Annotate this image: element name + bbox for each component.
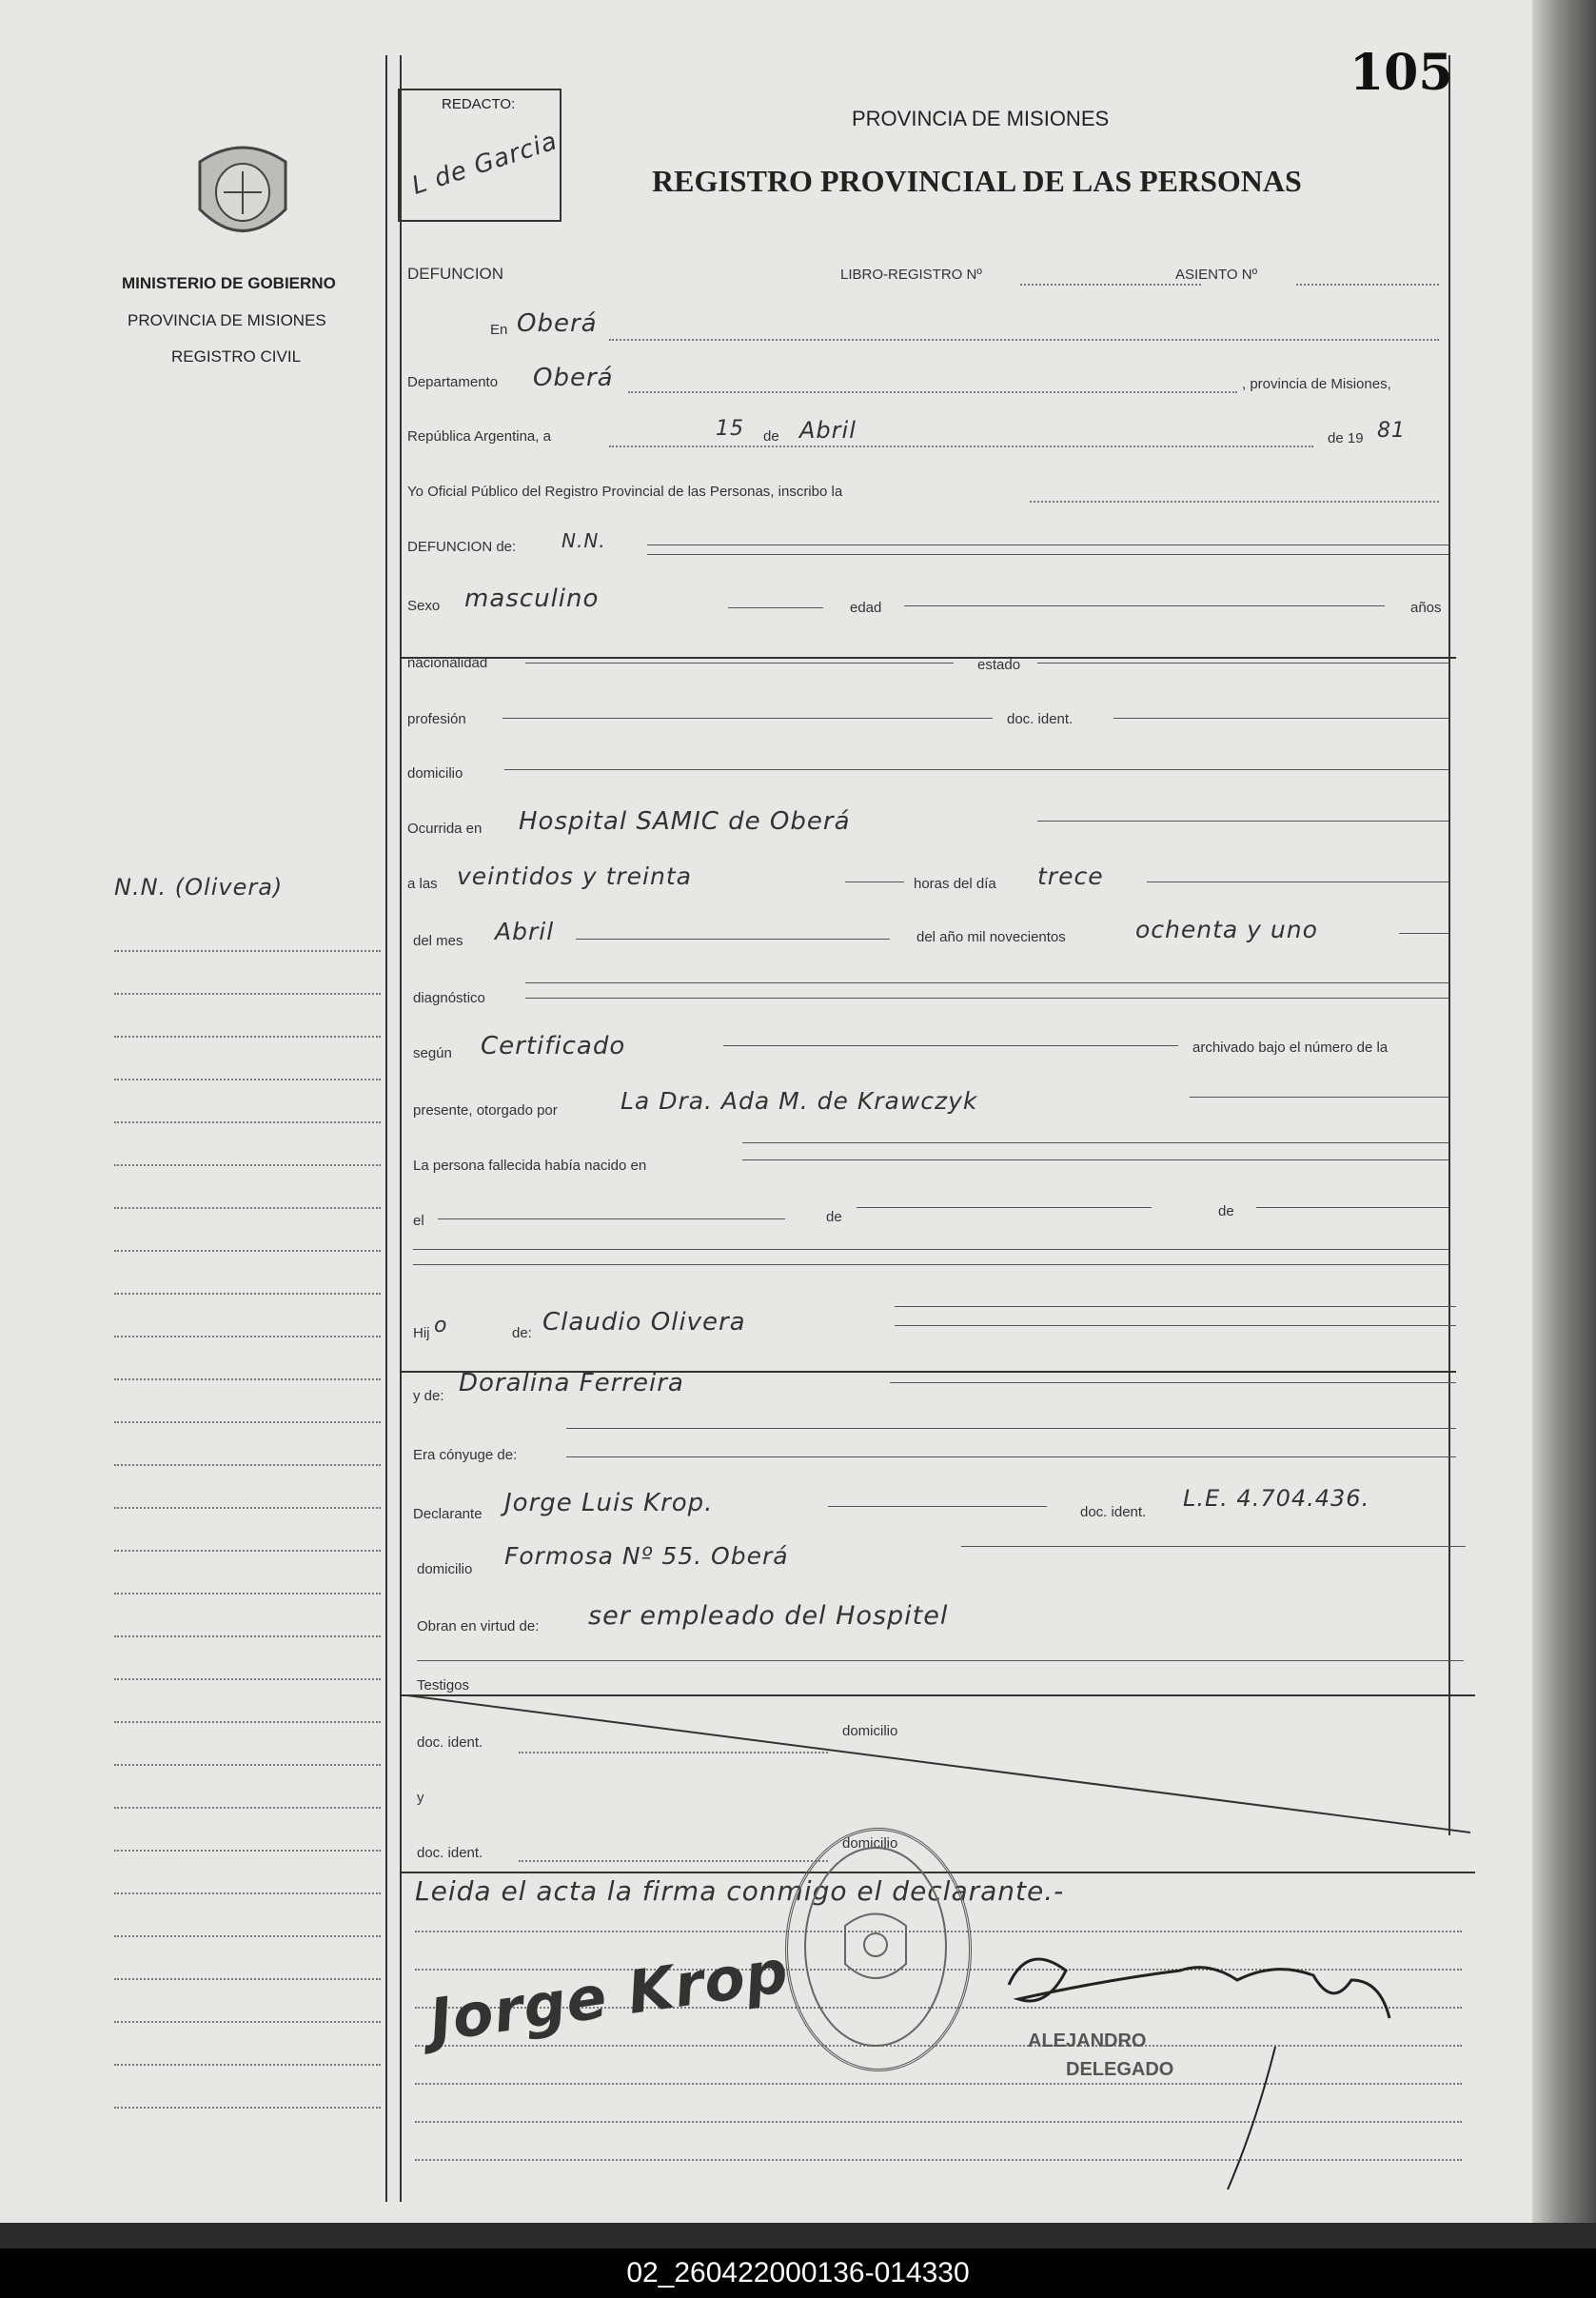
form-left-rule [400,55,402,2202]
asiento-label: ASIENTO Nº [1175,267,1258,283]
sexo-label: Sexo [407,598,441,614]
mother-name: Doralina Ferreira [459,1369,684,1397]
year-value: 81 [1377,419,1406,443]
margin-name: N.N. (Olivera) [114,874,284,901]
nacido-label: La persona fallecida había nacido en [413,1158,647,1174]
declarante-value: Jorge Luis Krop. [504,1489,714,1517]
ocurrida-label: Ocurrida en [407,821,483,837]
del-mes-value: Abril [495,918,555,945]
en-label: En [490,322,508,338]
obran-label: Obran en virtud de: [417,1618,540,1634]
profesion-doc-label: doc. ident. [1007,711,1074,727]
domicilio-label: domicilio [407,765,463,782]
declarante-label: Declarante [413,1506,483,1522]
cancel-diagonal-line [400,1694,1475,1837]
year-label: de 19 [1328,430,1364,446]
redacto-signature: L de Garcia [408,127,562,201]
profesion-label: profesión [407,711,466,727]
republica-label: República Argentina, a [407,428,551,445]
testigos-label: Testigos [417,1677,470,1694]
declarante-domicilio-value: Formosa Nº 55. Oberá [504,1542,789,1570]
redacto-box [398,89,562,222]
horas-label: horas del día [914,876,996,892]
el-de-label-2: de [1218,1203,1234,1219]
segun-value: Certificado [481,1032,626,1060]
hijo-de-label: de: [512,1325,532,1341]
yo-oficial-text: Yo Oficial Público del Registro Provincial de las Personas, inscribo la [407,484,843,500]
del-ano-value: ochenta y uno [1135,916,1318,943]
form-right-rule [1448,55,1450,1835]
el-label: el [413,1213,424,1229]
testigo-y-label: y [417,1790,424,1806]
redacto-label: REDACTO: [442,96,516,112]
official-signature [990,1942,1409,2199]
libro-label: LIBRO-REGISTRO Nº [840,267,982,283]
del-ano-label: del año mil novecientos [916,929,1066,945]
en-field [609,339,1439,341]
month-value: Abril [799,417,857,444]
document-code-footer: 02_260422000136-014330 [0,2248,1596,2298]
anos-label: años [1410,600,1442,616]
province-label: PROVINCIA DE MISIONES [128,311,326,329]
left-column-rule [385,55,387,2202]
defuncion-de-label: DEFUNCION de: [407,539,517,555]
del-mes-label: del mes [413,933,463,949]
a-las-label: a las [407,876,438,892]
inscribo-field [1030,501,1439,503]
date-de-label: de [763,428,779,445]
asiento-field [1296,284,1439,286]
departamento-label: Departamento [407,374,499,390]
testigo2-domicilio-label: domicilio [842,1835,898,1852]
departamento-value: Oberá [533,364,614,392]
page-number: 105 [1350,44,1453,102]
testigo1-doc-label: doc. ident. [417,1734,483,1751]
page-title: REGISTRO PROVINCIAL DE LAS PERSONAS [652,164,1302,198]
presente-label: presente, otorgado por [413,1102,558,1119]
nacionalidad-label: nacionalidad [407,655,488,671]
ministry-label: MINISTERIO DE GOBIERNO [122,274,336,292]
defuncion-de-value: N.N. [562,529,606,552]
a-las-value: veintidos y treinta [457,862,692,890]
testigo2-doc-label: doc. ident. [417,1845,483,1861]
obran-value: ser empleado del Hospitel [588,1601,949,1631]
diagnostico-label: diagnóstico [413,990,485,1006]
registry-label: REGISTRO CIVIL [171,347,302,366]
father-name: Claudio Olivera [542,1308,746,1337]
declarant-signature: Jorge Krop [424,1935,794,2056]
testigo1-doc-field [519,1752,828,1753]
fecha-field [609,446,1313,447]
sexo-value: masculino [464,584,600,613]
testigo1-domicilio-label: domicilio [842,1723,898,1739]
archivado-label: archivado bajo el número de la [1192,1040,1389,1056]
ocurrida-value: Hospital SAMIC de Oberá [519,807,851,836]
official-title: DELEGADO [1066,2059,1174,2080]
declarante-doc-label: doc. ident. [1080,1504,1147,1520]
day-value: 15 [716,417,744,441]
declarante-domicilio-label: domicilio [417,1561,473,1577]
official-name: ALEJANDRO [1028,2031,1147,2051]
hijo-suffix: o [434,1314,448,1337]
estado-label: estado [977,657,1021,673]
coat-of-arms-emblem [190,133,295,252]
departamento-field [628,391,1237,393]
presente-value: La Dra. Ada M. de Krawczyk [621,1087,978,1115]
libro-field [1020,284,1201,286]
official-seal-stamp [785,1828,972,2071]
book-page-edge [1532,0,1596,2223]
header-province: PROVINCIA DE MISIONES [852,107,1110,130]
hijo-label: Hij [413,1325,430,1341]
y-de-label: y de: [413,1388,444,1404]
declarante-doc-value: L.E. 4.704.436. [1183,1485,1370,1512]
provincia-label: , provincia de Misiones, [1242,376,1391,392]
conyuge-label: Era cónyuge de: [413,1447,518,1463]
horas-value: trece [1037,862,1104,890]
segun-label: según [413,1045,452,1061]
en-value: Oberá [517,309,598,338]
el-de-label: de [826,1209,842,1225]
edad-label: edad [850,600,882,616]
testigo2-doc-field [519,1860,828,1862]
closing-statement: Leida el acta la firma conmigo el declarante.- [415,1875,1065,1907]
defuncion-heading: DEFUNCION [407,265,504,283]
